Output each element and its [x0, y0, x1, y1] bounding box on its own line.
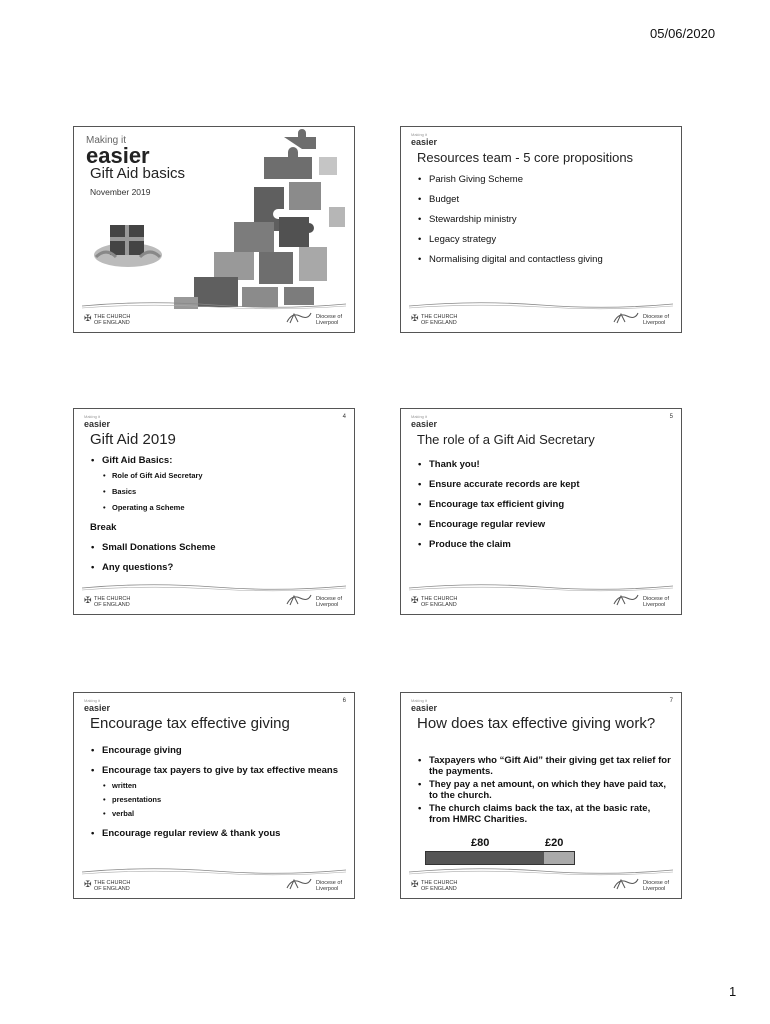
slide-title: Gift Aid 2019 [90, 431, 176, 448]
church-of-england-logo: ✠ THE CHURCH OF ENGLAND [411, 595, 458, 608]
slide-footer [82, 300, 346, 326]
cross-icon: ✠ [84, 879, 92, 889]
slide-number: 4 [342, 414, 346, 420]
brand-logo: Making it easier [411, 132, 438, 147]
liver-bird-icon [286, 310, 312, 324]
list-item: • Encourage regular review [417, 519, 672, 530]
bar-label-net: £80 [471, 837, 490, 849]
footer-wave-line [82, 866, 346, 876]
church-of-england-logo: ✠ THE CHURCH OF ENGLAND [84, 595, 131, 608]
page-number: 1 [729, 984, 737, 999]
footer-wave-line [409, 582, 673, 592]
list-item: • Any questions? [90, 562, 345, 573]
slide-title: The role of a Gift Aid Secretary [417, 432, 595, 447]
sub-list-item: • written [102, 780, 345, 791]
sub-list-item: • verbal [102, 808, 345, 819]
bar-label-tax: £20 [545, 837, 564, 849]
church-of-england-logo: ✠ THE CHURCH OF ENGLAND [84, 879, 131, 892]
list-item: • Parish Giving Scheme [417, 174, 672, 185]
footer-wave-line [409, 866, 673, 876]
slide-thumbnail-5 [400, 408, 682, 615]
slide-title: Encourage tax effective giving [90, 715, 290, 732]
gift-in-hands-image [92, 213, 164, 269]
slide-thumbnail-4 [73, 408, 355, 615]
cross-icon: ✠ [84, 313, 92, 323]
list-item: • Encourage regular review & thank yous [90, 828, 345, 839]
cross-icon: ✠ [411, 313, 419, 323]
list-item: • Encourage tax payers to give by tax effective means • written • presentations • verbal [90, 765, 345, 819]
church-of-england-logo: ✠ THE CHURCH OF ENGLAND [84, 313, 131, 326]
footer-wave-line [82, 300, 346, 310]
bar-segment-tax [544, 852, 574, 864]
list-item: • Budget [417, 194, 672, 205]
diocese-of-liverpool-logo: Diocese of Liverpool [286, 880, 342, 892]
church-of-england-logo: ✠ THE CHURCH OF ENGLAND [411, 313, 458, 326]
sub-list [102, 780, 345, 819]
slide-subtitle: November 2019 [90, 187, 151, 197]
liver-bird-icon [286, 876, 312, 890]
list-item: • Encourage giving [90, 745, 345, 756]
slide-title: How does tax effective giving work? [417, 715, 656, 732]
bullet-list [417, 174, 672, 274]
date: 05/06/2020 [650, 26, 716, 41]
sub-list-item: • presentations [102, 794, 345, 805]
bullet-list [90, 455, 345, 582]
slide-number: 7 [669, 698, 673, 704]
slide-number: 5 [669, 414, 673, 420]
sub-list-item: • Operating a Scheme [102, 502, 345, 513]
cross-icon: ✠ [411, 879, 419, 889]
liver-bird-icon [286, 592, 312, 606]
bullet-list [90, 745, 345, 848]
slide-footer [409, 582, 673, 608]
slide-thumbnail-1 [73, 126, 355, 333]
bullet-list [417, 755, 672, 827]
diocese-of-liverpool-logo: Diocese of Liverpool [613, 880, 669, 892]
cross-icon: ✠ [84, 595, 92, 605]
brand-logo: Making it easier [84, 414, 111, 429]
brand-logo: Making it easier [84, 698, 111, 713]
diocese-of-liverpool-logo: Diocese of Liverpool [286, 314, 342, 326]
liver-bird-icon [613, 592, 639, 606]
list-item: • Small Donations Scheme [90, 542, 345, 553]
sub-list-item: • Basics [102, 486, 345, 497]
diocese-of-liverpool-logo: Diocese of Liverpool [613, 596, 669, 608]
diocese-of-liverpool-logo: Diocese of Liverpool [613, 314, 669, 326]
list-item: • Ensure accurate records are kept [417, 479, 672, 490]
list-item: • Legacy strategy [417, 234, 672, 245]
slide-footer [409, 866, 673, 892]
sub-list-item: • Role of Gift Aid Secretary [102, 470, 345, 481]
slide-thumbnail-7 [400, 692, 682, 899]
list-item: • Encourage tax efficient giving [417, 499, 672, 510]
list-item: • Taxpayers who “Gift Aid” their giving get tax relief for the payments. [417, 755, 672, 777]
liver-bird-icon [613, 310, 639, 324]
list-item: • Produce the claim [417, 539, 672, 550]
slide-number: 6 [342, 698, 346, 704]
slide-title: Resources team - 5 core propositions [417, 150, 634, 165]
bar-segment-net [426, 852, 544, 864]
slide-thumbnail-6 [73, 692, 355, 899]
list-item: • Stewardship ministry [417, 214, 672, 225]
brand-logo: Making it easier [411, 698, 438, 713]
bullet-list [417, 459, 672, 559]
list-item: • Thank you! [417, 459, 672, 470]
slide-footer [82, 582, 346, 608]
slide-thumbnail-2 [400, 126, 682, 333]
liver-bird-icon [613, 876, 639, 890]
list-item: • The church claims back the tax, at the basic rate, from HMRC Charities. [417, 803, 672, 825]
slide-footer [82, 866, 346, 892]
gift-aid-split-bar [425, 851, 575, 865]
brand-prefix: Making it [86, 135, 127, 146]
brand-logo: Making it easier [411, 414, 438, 429]
sub-list [102, 470, 345, 513]
footer-wave-line [82, 582, 346, 592]
list-item: • They pay a net amount, on which they have paid tax, to the church. [417, 779, 672, 801]
break-label: Break [90, 522, 117, 533]
list-item: • Normalising digital and contactless giving [417, 254, 672, 265]
slide-title: Gift Aid basics [90, 165, 186, 182]
footer-wave-line [409, 300, 673, 310]
slide-footer [409, 300, 673, 326]
list-item: • Gift Aid Basics: • Role of Gift Aid Secretary • Basics • Operating a Scheme [90, 455, 345, 513]
brand-logo: easier [86, 143, 150, 168]
church-of-england-logo: ✠ THE CHURCH OF ENGLAND [411, 879, 458, 892]
diocese-of-liverpool-logo: Diocese of Liverpool [286, 596, 342, 608]
cross-icon: ✠ [411, 595, 419, 605]
